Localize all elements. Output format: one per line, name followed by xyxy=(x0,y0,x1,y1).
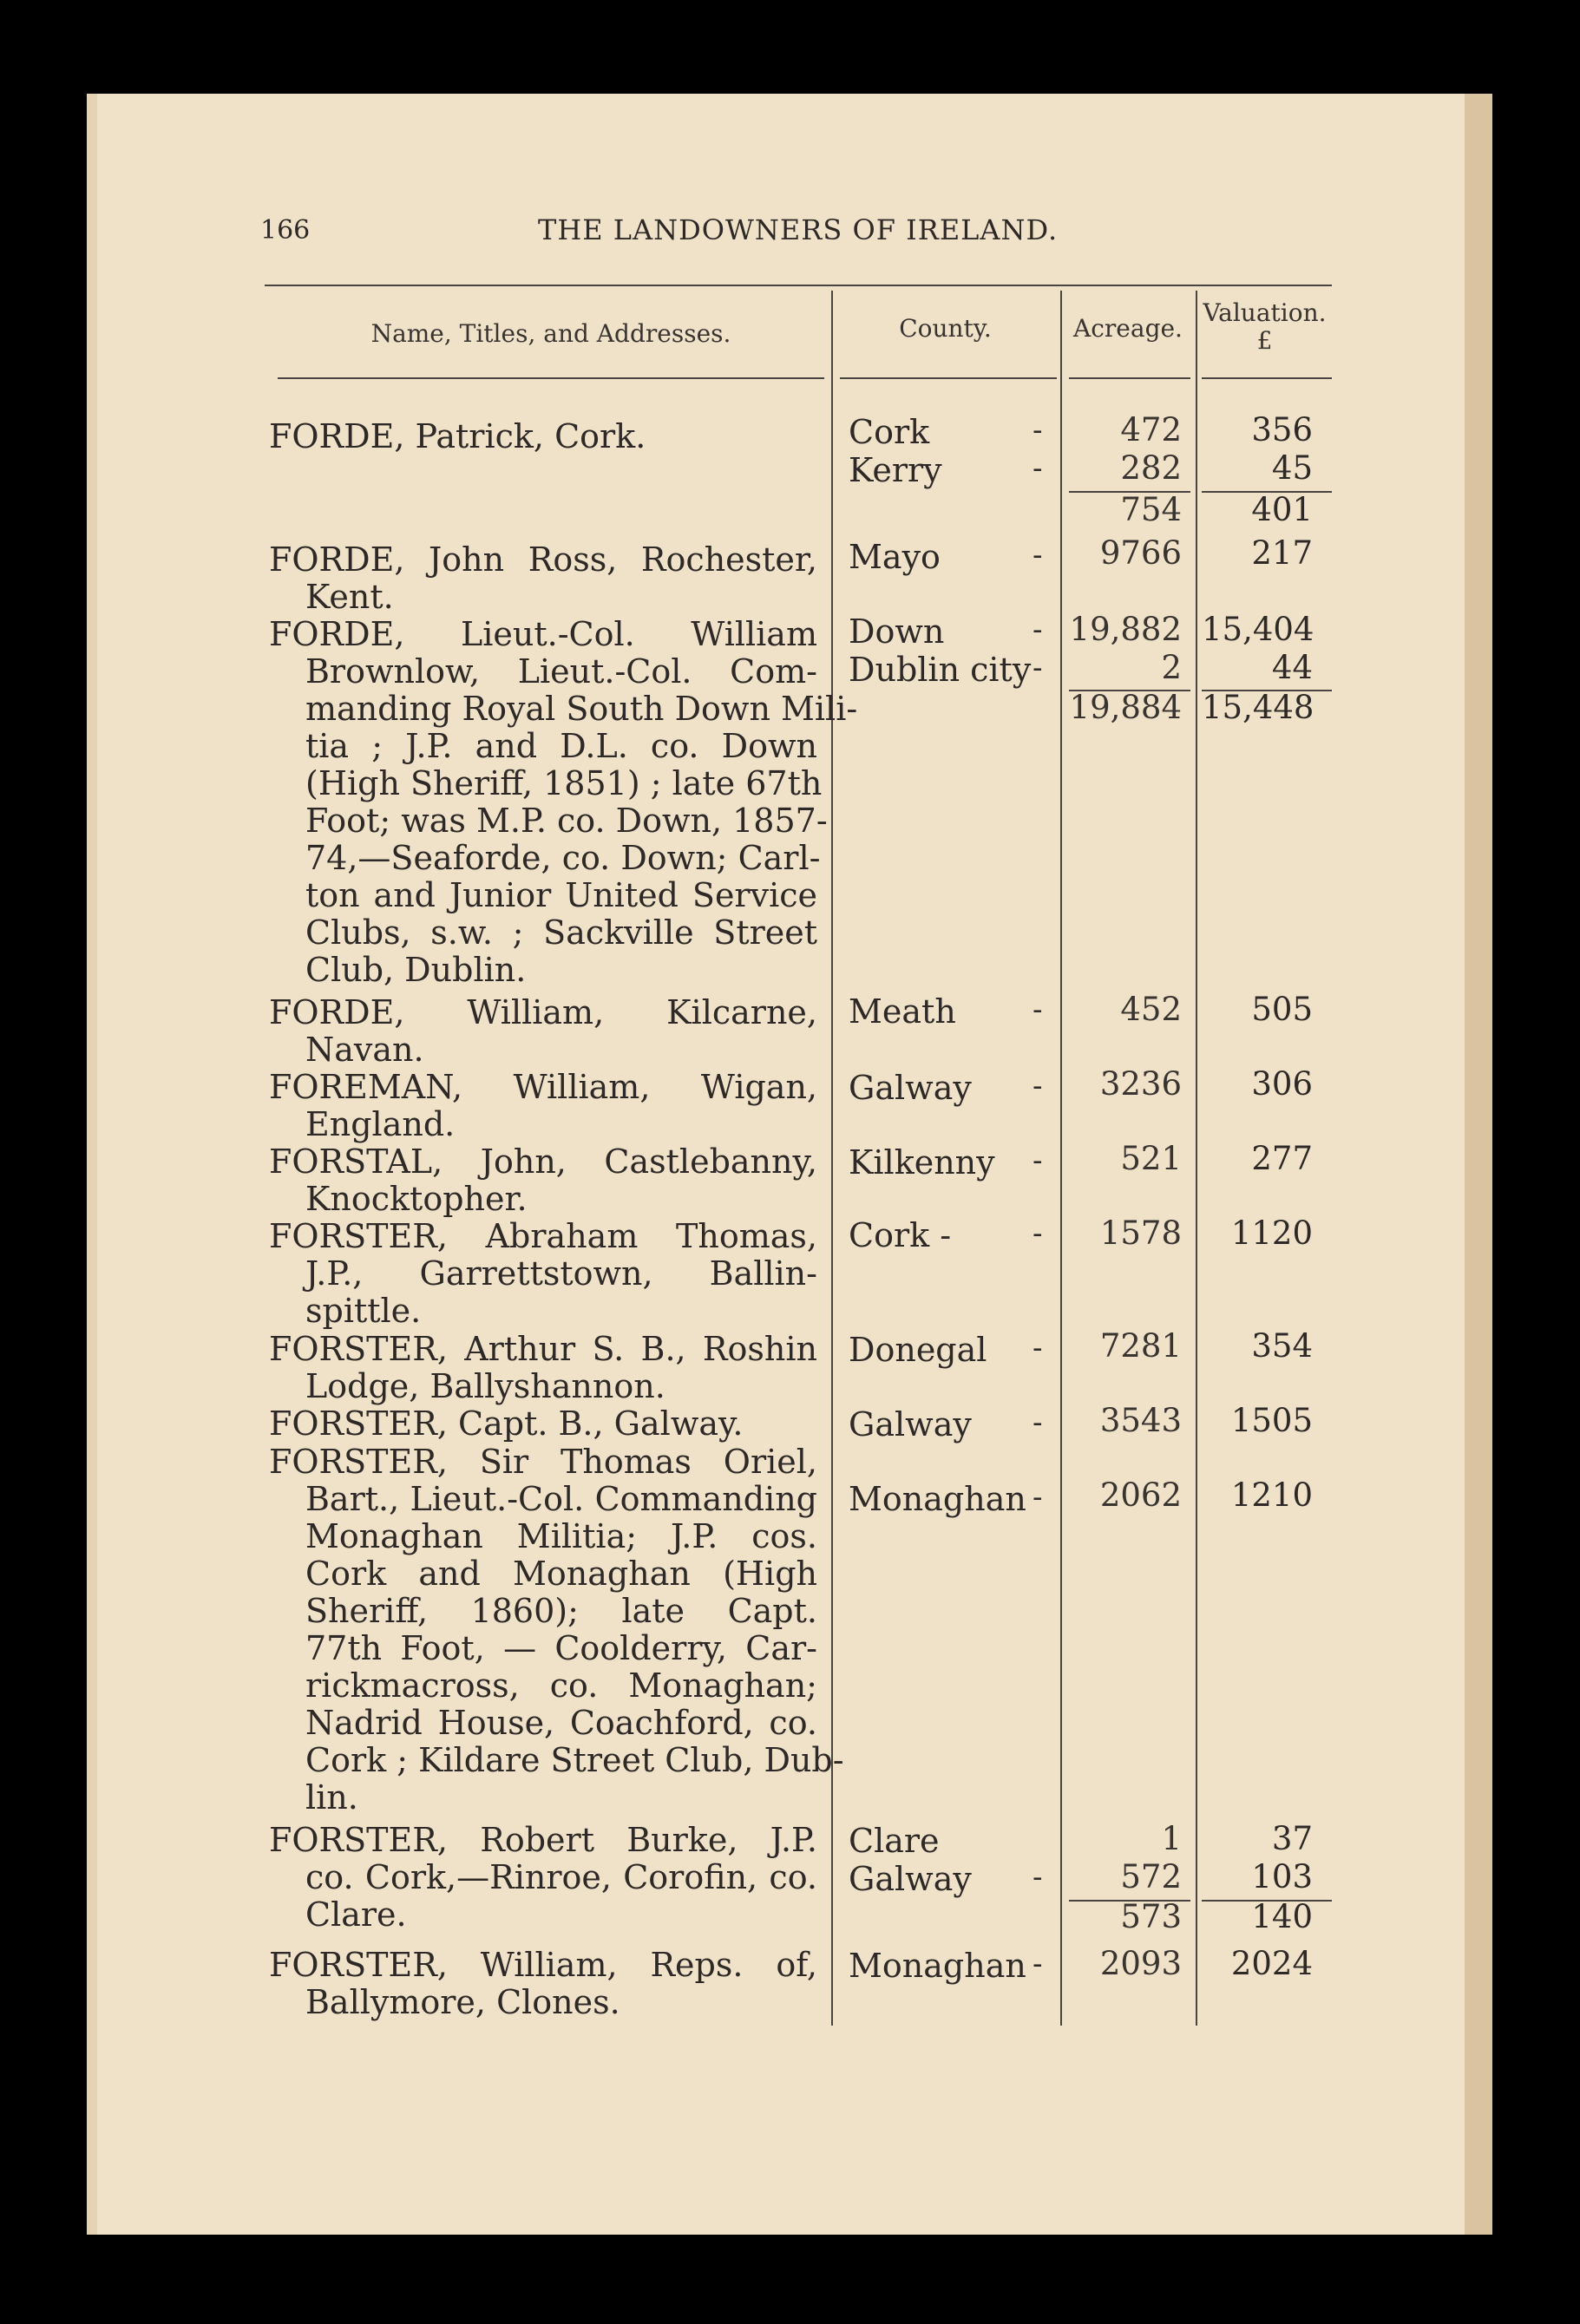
valuation-cell: 2024 xyxy=(1230,1945,1313,1982)
county-cell: Down xyxy=(849,612,945,651)
county-cell: Meath xyxy=(849,992,956,1031)
header-acreage: Acreage. xyxy=(1073,314,1183,343)
entry-name-line: Foot; was M.P. co. Down, 1857- xyxy=(305,802,828,840)
table-top-rule xyxy=(265,285,1332,286)
entry-name-line: Brownlow, Lieut.-Col. Com- xyxy=(305,652,817,691)
county-cell: Cork xyxy=(849,413,930,451)
page-edge xyxy=(1465,94,1492,2235)
valuation-cell: 505 xyxy=(1251,991,1313,1028)
entry-name-line: manding Royal South Down Mili- xyxy=(305,690,858,728)
valuation-cell: 1120 xyxy=(1230,1214,1313,1252)
acreage-cell: 282 xyxy=(1120,449,1182,487)
valuation-cell: 1505 xyxy=(1230,1402,1313,1439)
entry-name-line: Club, Dublin. xyxy=(305,951,527,989)
dash: - xyxy=(1033,1860,1043,1895)
county-cell: Galway xyxy=(849,1860,972,1898)
valuation-cell: 356 xyxy=(1251,411,1313,448)
header-county: County. xyxy=(899,314,992,343)
header-rule-county xyxy=(840,377,1057,379)
valuation-cell: 37 xyxy=(1271,1820,1313,1857)
acreage-cell: 2 xyxy=(1161,649,1182,686)
acreage-cell: 521 xyxy=(1120,1140,1182,1177)
column-divider-2 xyxy=(1060,291,1062,2026)
entry-name xyxy=(269,1443,844,1817)
entry-name-line: lin. xyxy=(305,1778,358,1817)
header-rule-acreage xyxy=(1069,377,1190,379)
entry-name xyxy=(269,541,817,616)
entry-name-line: Bart., Lieut.-Col. Commanding xyxy=(305,1480,817,1518)
entry-name xyxy=(269,994,817,1069)
dash: - xyxy=(1033,1216,1043,1251)
entry-name-line: FORSTER, Arthur S. B., Roshin xyxy=(269,1330,817,1368)
entry-name-line: (High Sheriff, 1851) ; late 67th xyxy=(305,764,823,802)
county-cell: Mayo xyxy=(849,538,941,576)
county-cell: Kerry xyxy=(849,451,942,489)
entry-name-line: FORSTER, Abraham Thomas, xyxy=(269,1217,817,1255)
dash: - xyxy=(1033,1947,1043,1981)
entry-name-line: 74,—Seaforde, co. Down; Carl- xyxy=(305,839,821,877)
dash: - xyxy=(1033,992,1043,1027)
entry-name xyxy=(269,1405,817,1443)
county-cell: Kilkenny xyxy=(849,1143,995,1182)
entry-name-line: FORDE, John Ross, Rochester, xyxy=(269,540,817,579)
county-cell: Monaghan xyxy=(849,1947,1026,1985)
header-name: Name, Titles, and Addresses. xyxy=(370,319,731,348)
acreage-cell: 472 xyxy=(1120,411,1182,448)
entry-name-line: FORDE, William, Kilcarne, xyxy=(269,993,817,1031)
entry-name xyxy=(269,1218,817,1330)
page-gutter xyxy=(87,94,97,2235)
acreage-cell: 572 xyxy=(1120,1858,1182,1895)
acreage-cell: 19,882 xyxy=(1069,611,1182,648)
entry-name-line: Knocktopher. xyxy=(305,1180,528,1218)
dash: - xyxy=(1033,451,1043,486)
acreage-cell: 2093 xyxy=(1099,1945,1182,1982)
header-rule-valuation xyxy=(1202,377,1332,379)
county-cell: Donegal xyxy=(849,1331,987,1369)
county-cell: Cork - xyxy=(849,1216,952,1254)
valuation-cell: 1210 xyxy=(1230,1476,1313,1514)
acreage-total: 754 xyxy=(1120,491,1182,528)
entry-name-line: FORDE, Patrick, Cork. xyxy=(269,417,646,455)
dash: - xyxy=(1033,1069,1043,1103)
header-rule-name xyxy=(278,377,824,379)
entry-name-line: Lodge, Ballyshannon. xyxy=(305,1367,665,1405)
county-cell: Galway xyxy=(849,1405,972,1443)
entry-name-line: rickmacross, co. Monaghan; xyxy=(305,1666,817,1705)
valuation-cell: 15,404 xyxy=(1202,611,1314,648)
entry-name-line: FORSTER, Sir Thomas Oriel, xyxy=(269,1443,817,1481)
running-title: THE LANDOWNERS OF IRELAND. xyxy=(538,213,1059,246)
entry-name-line: FOREMAN, William, Wigan, xyxy=(269,1068,817,1106)
dash: - xyxy=(1033,538,1043,573)
acreage-cell: 2062 xyxy=(1099,1476,1182,1514)
page-number: 166 xyxy=(260,215,311,245)
entry-name-line: Navan. xyxy=(305,1031,424,1069)
acreage-cell: 3543 xyxy=(1099,1402,1182,1439)
valuation-total: 140 xyxy=(1251,1898,1313,1935)
entry-name xyxy=(269,418,817,455)
entry-name-line: 77th Foot, — Coolderry, Car- xyxy=(305,1629,817,1667)
valuation-cell: 306 xyxy=(1251,1065,1313,1103)
entry-name-line: FORSTAL, John, Castlebanny, xyxy=(269,1142,817,1181)
entry-name-line: tia ; J.P. and D.L. co. Down xyxy=(305,727,817,765)
dash: - xyxy=(1033,612,1043,647)
entry-name-line: FORSTER, William, Reps. of, xyxy=(269,1946,817,1984)
valuation-cell: 103 xyxy=(1251,1858,1313,1895)
entry-name-line: Sheriff, 1860); late Capt. xyxy=(305,1592,817,1630)
acreage-cell: 9766 xyxy=(1099,534,1182,572)
acreage-cell: 3236 xyxy=(1099,1065,1182,1103)
column-divider-3 xyxy=(1196,291,1197,2026)
header-valuation: Valuation. xyxy=(1203,298,1327,327)
entry-name-line: Kent. xyxy=(305,578,394,616)
acreage-cell: 452 xyxy=(1120,991,1182,1028)
entry-name-line: spittle. xyxy=(305,1292,422,1330)
entry-name-line: Monaghan Militia; J.P. cos. xyxy=(305,1517,817,1555)
valuation-total: 15,448 xyxy=(1202,689,1314,726)
acreage-cell: 1 xyxy=(1161,1820,1182,1857)
entry-name-line: Cork and Monaghan (High xyxy=(305,1555,817,1593)
entry-name-line: FORSTER, Robert Burke, J.P. xyxy=(269,1821,817,1859)
entry-name xyxy=(269,1069,817,1143)
entry-name xyxy=(269,1143,817,1218)
county-cell: Monaghan xyxy=(849,1480,1026,1518)
entry-name-line: Ballymore, Clones. xyxy=(305,1983,620,2021)
dash: - xyxy=(1033,1143,1043,1178)
dash: - xyxy=(1033,1331,1043,1365)
county-cell: Galway xyxy=(849,1069,972,1107)
entry-name-line: Clubs, s.w. ; Sackville Street xyxy=(305,913,817,952)
entry-name xyxy=(269,1947,817,2021)
dash: - xyxy=(1033,1480,1043,1515)
entry-name-line: Nadrid House, Coachford, co. xyxy=(305,1704,817,1742)
entry-name-line: ton and Junior United Service xyxy=(305,876,817,914)
header-valuation-unit: £ xyxy=(1256,326,1273,355)
valuation-cell: 277 xyxy=(1251,1140,1313,1177)
valuation-cell: 217 xyxy=(1251,534,1313,572)
county-cell: Dublin city xyxy=(849,651,1032,689)
acreage-total: 573 xyxy=(1120,1898,1182,1935)
acreage-cell: 7281 xyxy=(1099,1327,1182,1365)
entry-name-line: co. Cork,—Rinroe, Corofin, co. xyxy=(305,1858,817,1896)
dash: - xyxy=(1033,413,1043,448)
valuation-total: 401 xyxy=(1251,491,1313,528)
entry-name xyxy=(269,1331,817,1405)
entry-name-line: FORSTER, Capt. B., Galway. xyxy=(269,1404,744,1443)
entry-name-line: Clare. xyxy=(305,1895,407,1934)
acreage-total: 19,884 xyxy=(1069,689,1182,726)
valuation-cell: 354 xyxy=(1251,1327,1313,1365)
valuation-cell: 44 xyxy=(1271,649,1313,686)
valuation-cell: 45 xyxy=(1271,449,1313,487)
county-cell: Clare xyxy=(849,1822,940,1860)
entry-name-line: England. xyxy=(305,1105,456,1143)
acreage-cell: 1578 xyxy=(1099,1214,1182,1252)
entry-name-line: FORDE, Lieut.-Col. William xyxy=(269,615,817,653)
entry-name-line: Cork ; Kildare Street Club, Dub- xyxy=(305,1741,844,1779)
entry-name xyxy=(269,615,858,989)
entry-name xyxy=(269,1822,817,1934)
dash: - xyxy=(1033,1405,1043,1440)
entry-name-line: J.P., Garrettstown, Ballin- xyxy=(305,1254,817,1293)
dash: - xyxy=(1033,651,1043,685)
